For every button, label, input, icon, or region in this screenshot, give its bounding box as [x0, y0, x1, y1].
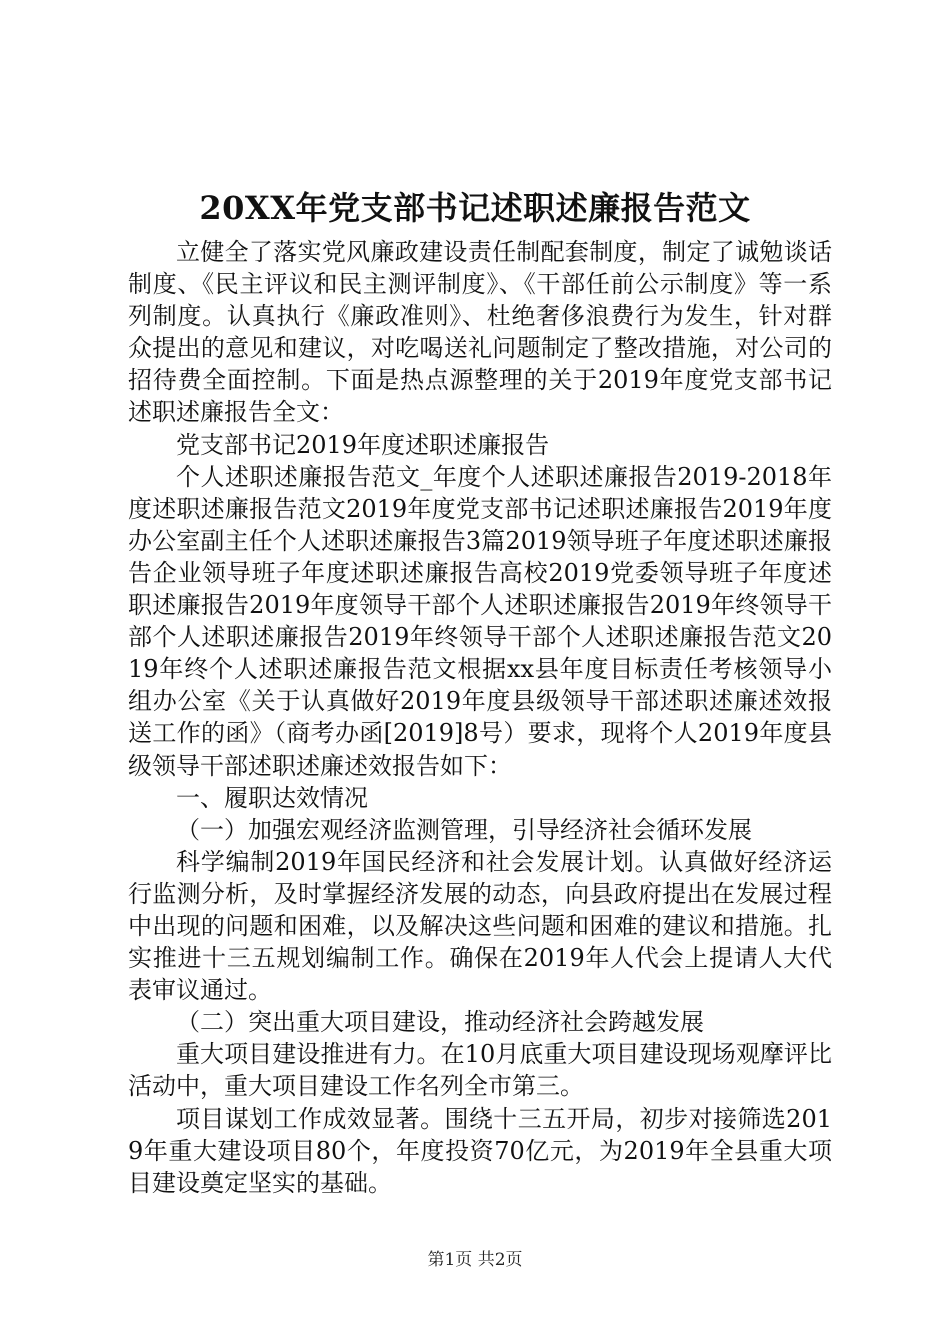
page-number-footer: 第1页 共2页 [427, 1250, 523, 1270]
document-body [128, 236, 832, 1199]
paragraph-project-planning: 项目谋划工作成效显著。围绕十三五开局，初步对接筛选2019年重大建设项目80个，年度投资70亿元，为2019年全县重大项目建设奠定坚实的基础。 [128, 1104, 832, 1197]
subsection-heading-1: （一）加强宏观经济监测管理，引导经济社会循环发展 [176, 815, 752, 844]
section-heading-1: 一、履职达效情况 [176, 783, 368, 812]
paragraph-project-progress: 重大项目建设推进有力。在10月底重大项目建设现场观摩评比活动中，重大项目建设工作名列全市第三。 [128, 1040, 832, 1101]
paragraph-intro: 立健全了落实党风廉政建设责任制配套制度，制定了诚勉谈话制度、《民主评议和民主测评制度》、《干部任前公示制度》等一系列制度。认真执行《廉政准则》、杜绝奢侈浪费行为发生，针对群众提出的意见和建议，对吃喝送礼问题制定了整改措施，对公司的招待费全面控制。下面是热点源整理的关于2019年度党支部书记述职述廉报告全文： [128, 238, 832, 427]
document-title: 20XX年党支部书记述职述廉报告范文 [199, 189, 751, 227]
paragraph-report-title: 党支部书记2019年度述职述廉报告 [176, 430, 550, 459]
paragraph-economic-plan: 科学编制2019年国民经济和社会发展计划。认真做好经济运行监测分析，及时掌握经济发展的动态，向县政府提出在发展过程中出现的问题和困难，以及解决这些问题和困难的建议和措施。扎实推进十三五规划编制工作。确保在2019年人代会上提请人大代表审议通过。 [128, 847, 832, 1005]
subsection-heading-2: （二）突出重大项目建设，推动经济社会跨越发展 [176, 1008, 704, 1037]
paragraph-report-list: 个人述职述廉报告范文_年度个人述职述廉报告2019-2018年度述职述廉报告范文2019年度党支部书记述职述廉报告2019年度办公室副主任个人述职述廉报告3篇2019领导班子年度述职述廉报告企业领导班子年度述职述廉报告高校2019党委领导班子年度述职述廉报告2019年度领导干部个人述职述廉报告2019年终领导干部个人述职述廉报告2019年终领导干部个人述职述廉报告范文2019年终个人述职述廉报告范文根据xx县年度目标责任考核领导小组办公室《关于认真做好2019年度县级领导干部述职述廉述效报送工作的函》（商考办函[2019]8号）要求，现将个人2019年度县级领导干部述职述廉述效报告如下： [128, 462, 832, 780]
